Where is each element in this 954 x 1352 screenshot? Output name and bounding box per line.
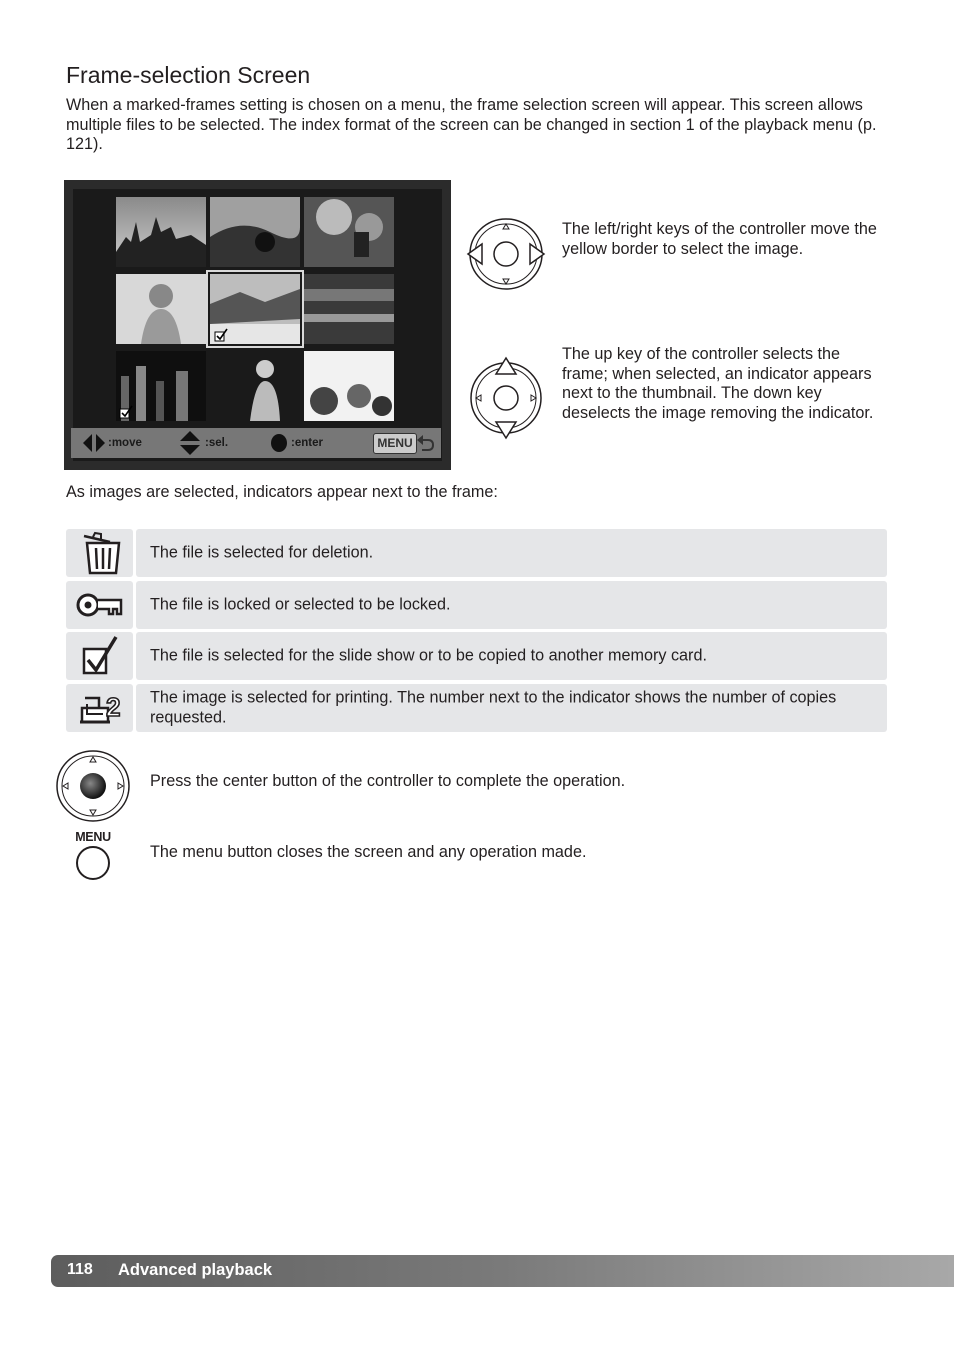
camera-screen: [64, 180, 451, 470]
trash-icon: [66, 529, 133, 577]
menu-key-badge: MENU: [373, 433, 417, 454]
section-name: Advanced playback: [118, 1261, 273, 1279]
indicator-text: The file is locked or selected to be locked.: [150, 595, 451, 614]
enter-label: :enter: [291, 437, 323, 449]
indicator-row-lock: [66, 581, 887, 629]
checkmark-icon: [66, 632, 133, 680]
indicator-text: The file is selected for deletion.: [150, 543, 374, 562]
indicator-text: The file is selected for the slide show or to be copied to another memory card.: [150, 646, 707, 665]
menu-button-label: MENU: [75, 830, 111, 844]
screen-guide-bar: [71, 428, 441, 458]
thumbnail-8[interactable]: [210, 351, 300, 421]
center-button-icon: [270, 433, 288, 453]
return-arrow-icon: [417, 434, 435, 452]
thumbnail-4[interactable]: [116, 274, 206, 344]
thumbnail-6[interactable]: [304, 274, 394, 344]
menu-button-icon: [75, 845, 111, 881]
indicator-text: The image is selected for printing. The number next to the indicator shows the number of copies requested.: [150, 688, 837, 726]
select-label: :sel.: [205, 437, 229, 449]
controller-note-up-down: The up key of the controller selects the frame; when selected, an indicator appears next to the thumbnail. The down key deselects the image removing the indicator.: [562, 345, 874, 422]
page-number: 118: [67, 1261, 93, 1278]
thumbnail-1[interactable]: [116, 197, 206, 267]
thumbnail-9[interactable]: [304, 351, 394, 421]
print-copies-count: 2: [106, 692, 121, 722]
thumbnail-2[interactable]: [210, 197, 300, 267]
controller-left-right-icon: [466, 216, 546, 292]
menu-button-note: The menu button closes the screen and any operation made.: [150, 843, 587, 861]
thumbnail-grid: [73, 189, 442, 461]
thumbnail-3[interactable]: [304, 197, 394, 267]
checkmark-icon: [214, 328, 228, 342]
center-button-note: Press the center button of the controller to complete the operation.: [150, 772, 626, 790]
intro-paragraph: When a marked-frames setting is chosen on a menu, the frame selection screen will appear. This screen allows multiple files to be selected. The index format of the screen can be changed in section 1 of the playback menu (p. 121).: [66, 96, 877, 153]
key-icon: [66, 581, 133, 629]
indicator-row-delete: [66, 529, 887, 577]
controller-center-icon: [55, 749, 131, 823]
page-title: Frame-selection Screen: [66, 62, 311, 88]
indicator-row-print: [66, 684, 887, 732]
controller-up-down-icon: [468, 356, 544, 440]
page-footer: [51, 1255, 954, 1287]
up-down-arrows-icon: [180, 431, 200, 455]
indicator-row-checkmark: [66, 632, 887, 680]
controller-note-left-right: The left/right keys of the controller move the yellow border to select the image.: [562, 220, 877, 258]
move-label: :move: [108, 437, 142, 449]
indicators-caption: As images are selected, indicators appear next to the frame:: [66, 483, 498, 501]
left-right-arrows-icon: [83, 433, 105, 453]
checkmark-icon: [119, 405, 133, 419]
